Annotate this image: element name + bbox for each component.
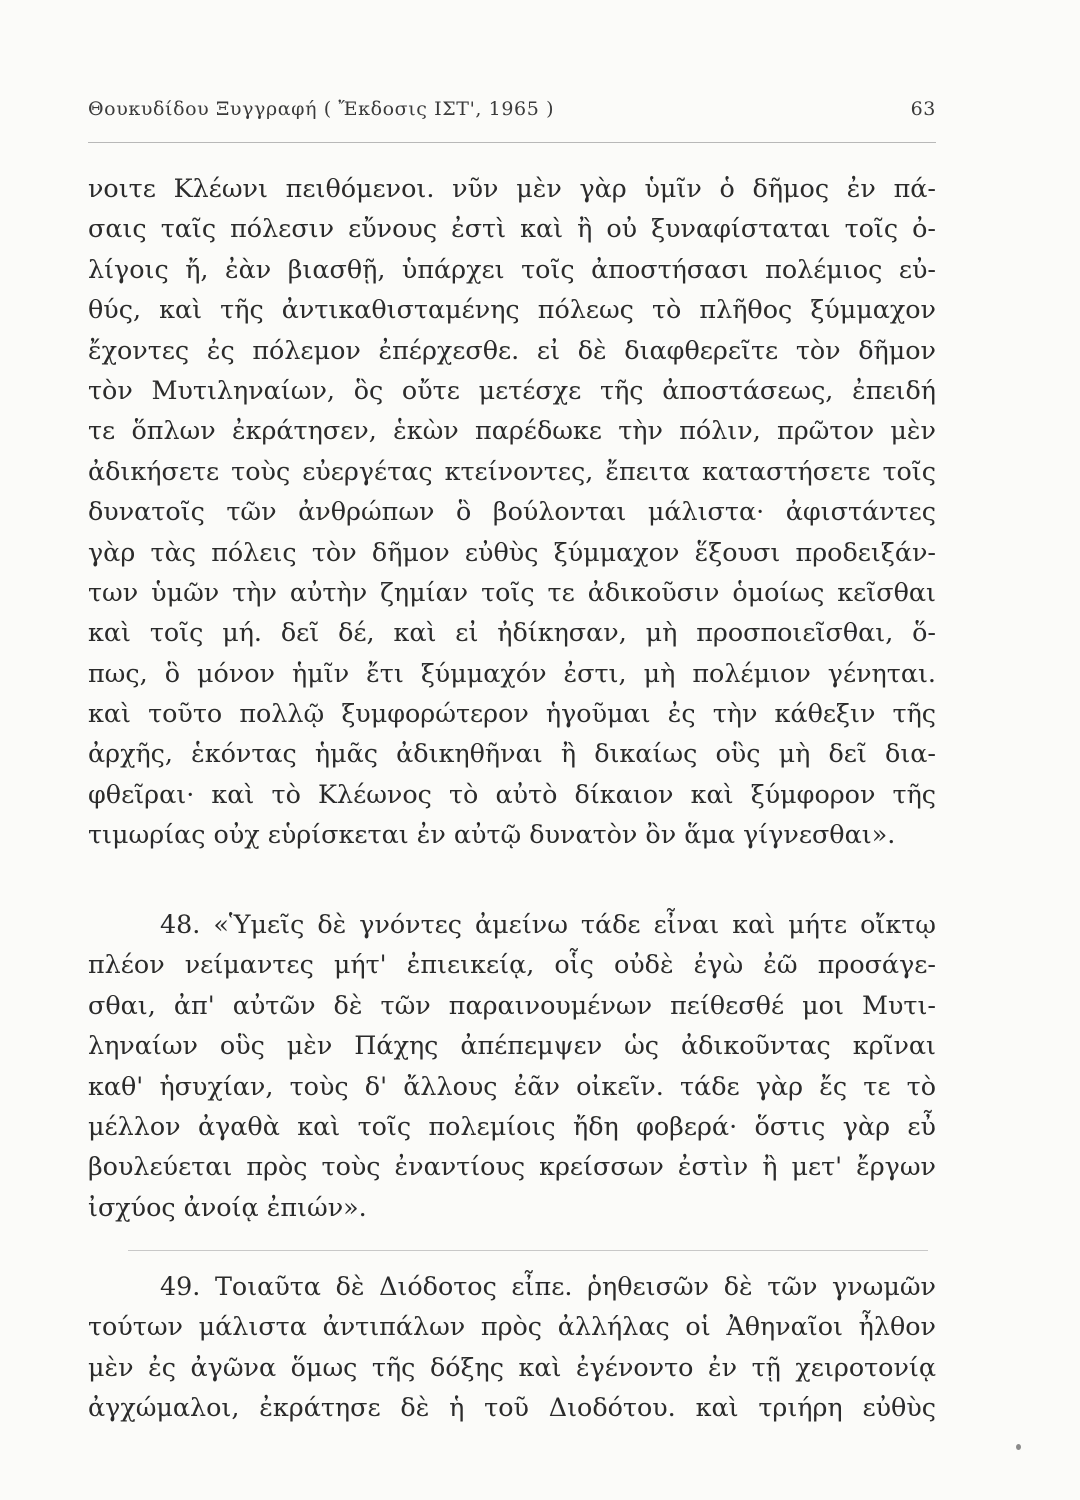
text-line: καὶ τοῦτο πολλῷ ξυμφορώτερον ἡγοῦμαι ἐς τὴν κάθεξιν τῆς	[88, 698, 936, 729]
text-line: καθ' ἡσυχίαν, τοὺς δ' ἄλλους ἐᾶν οἰκεῖν. τάδε γὰρ ἔς τε τὸ	[88, 1070, 936, 1101]
text-line: φθεῖραι· καὶ τὸ Κλέωνος τὸ αὐτὸ δίκαιον καὶ ξύμφορον τῆς	[88, 778, 936, 809]
text-line: μὲν ἐς ἀγῶνα ὅμως τῆς δόξης καὶ ἐγένοντο ἐν τῇ χειροτονίᾳ	[88, 1351, 936, 1382]
text-line: ληναίων οὓς μὲν Πάχης ἀπέπεμψεν ὡς ἀδικοῦντας κρῖναι	[88, 1030, 936, 1061]
section-divider	[128, 1250, 928, 1251]
paragraph-1	[88, 168, 936, 855]
text-line: 48. «Ὑμεῖς δὲ γνόντες ἀμείνω τάδε εἶναι καὶ μήτε οἴκτῳ	[160, 909, 936, 939]
running-header	[88, 98, 936, 128]
text-line: σθαι, ἀπ' αὐτῶν δὲ τῶν παραινουμένων πείθεσθέ μοι Μυτι-	[88, 989, 936, 1020]
scan-speck	[1016, 1444, 1021, 1450]
text-line: τε ὅπλων ἐκράτησεν, ἑκὼν παρέδωκε τὴν πόλιν, πρῶτον μὲν	[88, 415, 936, 446]
text-line: των ὑμῶν τὴν αὐτὴν ζημίαν τοῖς τε ἀδικοῦσιν ὁμοίως κεῖσθαι	[88, 576, 936, 607]
text-line: μέλλον ἀγαθὰ καὶ τοῖς πολεμίοις ἤδη φοβερά· ὅστις γὰρ εὖ	[88, 1110, 936, 1141]
text-line: ἀρχῆς, ἑκόντας ἡμᾶς ἀδικηθῆναι ἢ δικαίως οὓς μὴ δεῖ δια-	[88, 738, 936, 769]
text-line: ἀδικήσετε τοὺς εὐεργέτας κτείνοντες, ἔπειτα καταστήσετε τοῖς	[88, 455, 936, 486]
text-line: ἔχοντες ἐς πόλεμον ἐπέρχεσθε. εἰ δὲ διαφθερεῖτε τὸν δῆμον	[88, 334, 936, 365]
text-line: δυνατοῖς τῶν ἀνθρώπων ὃ βούλονται μάλιστα· ἀφιστάντες	[88, 496, 936, 527]
text-line: βουλεύεται πρὸς τοὺς ἐναντίους κρείσσων ἐστὶν ἢ μετ' ἔργων	[88, 1151, 936, 1182]
text-line: σαις ταῖς πόλεσιν εὔνους ἐστὶ καὶ ἢ οὐ ξυναφίσταται τοῖς ὀ-	[88, 213, 936, 244]
text-line: πως, ὃ μόνον ἡμῖν ἔτι ξύμμαχόν ἐστι, μὴ πολέμιον γένηται.	[88, 657, 936, 688]
text-line: λίγοις ἤ, ἐὰν βιασθῇ, ὑπάρχει τοῖς ἀποστήσασι πολέμιος εὐ-	[88, 253, 936, 284]
text-line: καὶ τοῖς μή. δεῖ δέ, καὶ εἰ ἠδίκησαν, μὴ προσποιεῖσθαι, ὅ-	[88, 617, 936, 648]
header-rule	[88, 142, 936, 143]
text-line: τιμωρίας οὐχ εὑρίσκεται ἐν αὐτῷ δυνατὸν ὂν ἅμα γίγνεσθαι».	[88, 819, 896, 850]
paragraph-3	[88, 1266, 936, 1428]
text-line: γὰρ τὰς πόλεις τὸν δῆμον εὐθὺς ξύμμαχον ἕξουσι προδειξάν-	[88, 536, 936, 567]
text-line: πλέον νείμαντες μήτ' ἐπιεικείᾳ, οἷς οὐδὲ ἐγὼ ἐῶ προσάγε-	[88, 949, 936, 980]
running-header-title: Θουκυδίδου Ξυγγραφή ( Ἔκδοσις ΙΣΤ', 1965 )	[88, 98, 555, 120]
paragraph-2	[88, 904, 936, 1227]
text-line: θύς, καὶ τῆς ἀντικαθισταμένης πόλεως τὸ πλῆθος ξύμμαχον	[88, 294, 936, 325]
text-line: τούτων μάλιστα ἀντιπάλων πρὸς ἀλλήλας οἱ Ἀθηναῖοι ἦλθον	[88, 1311, 936, 1342]
text-line: νοιτε Κλέωνι πειθόμενοι. νῦν μὲν γὰρ ὑμῖν ὁ δῆμος ἐν πά-	[88, 173, 936, 203]
page-number: 63	[910, 98, 936, 120]
text-line: ἀγχώμαλοι, ἐκράτησε δὲ ἡ τοῦ Διοδότου. καὶ τριήρη εὐθὺς	[88, 1392, 936, 1423]
text-line: 49. Τοιαῦτα δὲ Διόδοτος εἶπε. ῥηθεισῶν δὲ τῶν γνωμῶν	[160, 1271, 936, 1301]
text-line: ἰσχύος ἀνοίᾳ ἐπιών».	[88, 1191, 367, 1222]
text-line: τὸν Μυτιληναίων, ὃς οὔτε μετέσχε τῆς ἀποστάσεως, ἐπειδή	[88, 374, 936, 405]
